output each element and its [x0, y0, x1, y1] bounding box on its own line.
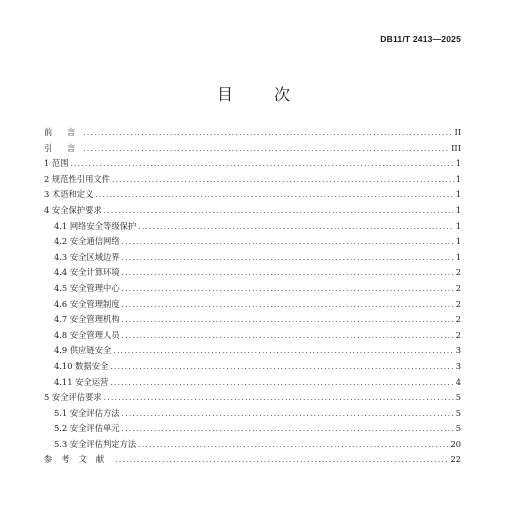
- toc-entry-page: 1: [455, 236, 461, 247]
- toc-dot-leader: [83, 142, 449, 158]
- toc-entry-page: 5: [455, 407, 461, 418]
- toc-entry[interactable]: [44, 406, 461, 422]
- toc-dot-leader: [112, 173, 454, 189]
- toc-entry-page: 3: [455, 345, 461, 356]
- toc-dot-leader: [122, 282, 454, 298]
- table-of-contents: [44, 125, 461, 468]
- toc-entry-page: 2: [455, 329, 461, 340]
- toc-entry-label: 引 言: [44, 142, 82, 153]
- toc-entry-label: 5.2 安全评估单元: [54, 423, 120, 434]
- toc-entry-label: 4.5 安全管理中心: [54, 282, 120, 293]
- toc-entry-label: 前 言: [44, 127, 82, 137]
- toc-dot-leader: [122, 266, 454, 282]
- toc-dot-leader: [122, 235, 454, 251]
- toc-entry-page: 5: [455, 423, 461, 434]
- toc-entry-label: 3 术语和定义: [44, 189, 94, 200]
- toc-entry-page: 2: [455, 267, 461, 278]
- toc-dot-leader: [122, 422, 454, 438]
- toc-entry-page: 2: [455, 314, 461, 325]
- toc-entry[interactable]: [44, 312, 461, 328]
- toc-entry[interactable]: [44, 421, 461, 437]
- toc-entry[interactable]: [44, 187, 461, 203]
- toc-entry-page: 5: [455, 392, 461, 403]
- toc-dot-leader: [122, 329, 454, 345]
- toc-dot-leader: [115, 453, 448, 469]
- toc-dot-leader: [104, 204, 454, 220]
- toc-entry[interactable]: [44, 390, 461, 406]
- toc-dot-leader: [138, 220, 454, 236]
- toc-entry-label: 5.1 安全评估方法: [54, 407, 120, 418]
- toc-dot-leader: [104, 391, 454, 407]
- toc-entry[interactable]: [44, 156, 461, 172]
- toc-entry-label: 4.8 安全管理人员: [54, 329, 120, 340]
- toc-dot-leader: [95, 188, 453, 204]
- toc-entry-page: 1: [455, 189, 461, 200]
- toc-entry-page: 1: [455, 251, 461, 262]
- toc-entry-label: 2 规范性引用文件: [44, 173, 110, 184]
- toc-dot-leader: [122, 298, 454, 314]
- toc-entry-page: 22: [450, 454, 461, 465]
- toc-entry-label: 4.11 安全运营: [54, 376, 109, 387]
- toc-dot-leader: [71, 157, 454, 173]
- toc-entry-label: 4.9 供应链安全: [54, 345, 112, 356]
- page-title: 目 次: [216, 85, 309, 104]
- toc-entry[interactable]: [44, 234, 461, 250]
- toc-entry[interactable]: [44, 203, 461, 219]
- toc-entry-page: 2: [455, 298, 461, 309]
- toc-entry-page: 2: [455, 282, 461, 293]
- toc-dot-leader: [113, 344, 453, 360]
- toc-entry-label: 4.6 安全管理制度: [54, 298, 120, 309]
- standard-code: DB11/T 2413—2025: [380, 34, 461, 44]
- toc-entry[interactable]: [44, 452, 461, 468]
- toc-entry-label: 4.4 安全计算环境: [54, 267, 120, 278]
- toc-entry-label: 4.10 数据安全: [54, 360, 109, 371]
- toc-entry[interactable]: [44, 297, 461, 313]
- toc-dot-leader: [122, 251, 454, 267]
- toc-entry[interactable]: [44, 172, 461, 188]
- toc-entry[interactable]: [44, 219, 461, 235]
- toc-entry-page: III: [451, 142, 461, 153]
- toc-entry[interactable]: [44, 437, 461, 453]
- toc-entry-page: 3: [455, 360, 461, 371]
- toc-entry-page: 1: [455, 173, 461, 184]
- toc-entry-label: 4.1 网络安全等级保护: [54, 220, 137, 231]
- toc-entry-page: 1: [455, 158, 461, 169]
- toc-entry[interactable]: [44, 359, 461, 375]
- toc-dot-leader: [122, 313, 454, 329]
- toc-entry-label: 参考文献: [44, 454, 114, 465]
- toc-dot-leader: [83, 126, 452, 142]
- toc-dot-leader: [110, 360, 453, 376]
- toc-entry-page: 1: [455, 220, 461, 231]
- toc-entry-label: 5 安全评估要求: [44, 392, 102, 403]
- toc-dot-leader: [110, 376, 453, 392]
- toc-entry-label: 1 范围: [44, 158, 69, 169]
- toc-entry[interactable]: [44, 375, 461, 391]
- toc-entry[interactable]: [44, 125, 461, 141]
- toc-entry[interactable]: [44, 343, 461, 359]
- toc-entry-label: 4.3 安全区域边界: [54, 251, 120, 262]
- toc-dot-leader: [122, 407, 454, 423]
- toc-entry[interactable]: [44, 281, 461, 297]
- toc-entry-label: 5.3 安全评估判定方法: [54, 438, 137, 449]
- toc-entry[interactable]: [44, 141, 461, 157]
- toc-entry-page: 20: [450, 438, 461, 449]
- toc-entry[interactable]: [44, 250, 461, 266]
- toc-entry-page: 4: [455, 376, 461, 387]
- toc-entry-label: 4 安全保护要求: [44, 204, 102, 215]
- toc-entry-label: 4.7 安全管理机构: [54, 314, 120, 325]
- toc-entry[interactable]: [44, 265, 461, 281]
- toc-entry-page: II: [454, 127, 461, 137]
- toc-entry[interactable]: [44, 328, 461, 344]
- toc-entry-label: 4.2 安全通信网络: [54, 236, 120, 247]
- toc-dot-leader: [138, 438, 448, 454]
- toc-entry-page: 1: [455, 204, 461, 215]
